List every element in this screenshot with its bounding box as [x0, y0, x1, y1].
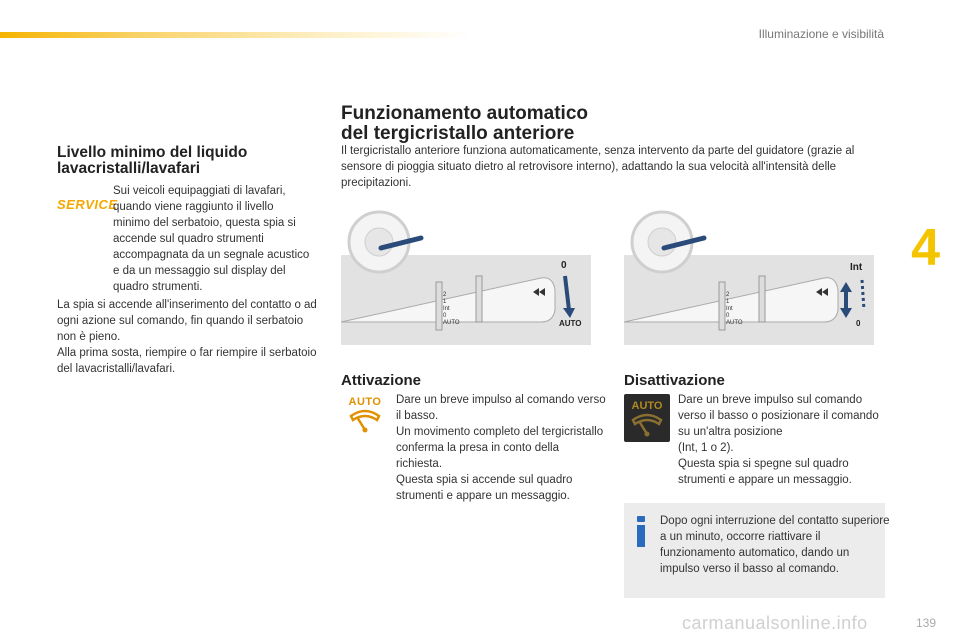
chapter-number: 4	[911, 219, 940, 277]
activation-line1: Dare un breve impulso al comando verso il basso.	[396, 394, 606, 422]
auto-icon-label-off: AUTO	[631, 400, 663, 412]
service-paragraph: Sui veicoli equipaggiati di lavafari, quando viene raggiunto il livello minimo del serbatoio, questa spia si accende sul quadro strumenti accompagnata da un segnale acustico e da un messaggio sul display del quadro strumenti.	[113, 185, 310, 293]
auto-wiper-on-icon	[347, 396, 383, 442]
stalk-mark: 0	[443, 313, 447, 319]
stalk-mark: AUTO	[726, 320, 743, 326]
activation-title: Attivazione	[341, 372, 422, 389]
position-label-top: 0	[561, 260, 567, 271]
activation-line2: Un movimento completo del tergicristallo conferma la presa in conto della richiesta.	[396, 426, 604, 470]
auto-icon-label: AUTO	[348, 396, 382, 408]
deactivation-line3: Questa spia si spegne sul quadro strumenti e appare un messaggio.	[678, 458, 852, 486]
activation-text	[396, 392, 606, 504]
service-warning-icon: SERVICE	[57, 197, 118, 212]
washer-paragraph-line2: Alla prima sosta, riempire o far riempire il serbatoio del lavacristalli/lavafari.	[57, 347, 317, 375]
stalk-mark: AUTO	[443, 320, 460, 326]
activation-line3: Questa spia si accende sul quadro strumenti e appare un messaggio.	[396, 474, 573, 502]
auto-wiper-title	[341, 104, 741, 144]
header-accent-bar	[0, 32, 470, 38]
washer-paragraph	[57, 297, 322, 377]
stalk-mark: 2	[443, 292, 447, 298]
auto-wiper-off-icon	[624, 394, 670, 442]
auto-wiper-title-line2: del tergicristallo anteriore	[341, 123, 575, 144]
section-title: Illuminazione e visibilità	[758, 27, 884, 41]
wiper-stalk-illustration-deactivation	[624, 210, 874, 345]
info-note-text: Dopo ogni interruzione del contatto superiore a un minuto, occorre riattivare il funzionamento automatico, dando un impulso verso il basso al comando.	[660, 515, 890, 575]
deactivation-title: Disattivazione	[624, 372, 725, 389]
auto-wiper-intro: Il tergicristallo anteriore funziona automaticamente, senza intervento da parte del guidatore (grazie al sensore di pioggia situato dietro al retrovisore interno), adattando la sua velocità all'intensità delle precipitazioni.	[341, 145, 855, 189]
watermark: carmanualsonline.info	[682, 613, 868, 633]
position-label-bottom: AUTO	[559, 319, 582, 328]
deactivation-text	[678, 392, 888, 488]
deactivation-line1: Dare un breve impulso sul comando verso il basso o posizionare il comando su un'altra posizione	[678, 394, 879, 438]
wiper-stalk-illustration-activation	[341, 210, 591, 345]
position-label-top: Int	[850, 262, 863, 273]
stalk-mark: 2	[726, 292, 730, 298]
stalk-mark: 1	[443, 299, 447, 305]
stalk-mark: 1	[726, 299, 730, 305]
stalk-mark: 0	[726, 313, 730, 319]
washer-paragraph-line1: La spia si accende all'inserimento del contatto o ad ogni azione sul comando, fin quando il serbatoio non è pieno.	[57, 299, 317, 343]
wiper-icon	[347, 408, 383, 438]
wiper-off-icon	[624, 412, 670, 440]
page-number: 139	[915, 616, 936, 630]
stalk-mark: Int	[726, 306, 733, 312]
stalk-mark: Int	[443, 306, 450, 312]
position-label-bottom: 0	[856, 319, 861, 328]
info-icon	[634, 516, 648, 546]
deactivation-line2: (Int, 1 o 2).	[678, 442, 734, 454]
washer-fluid-title: Livello minimo del liquido lavacristalli/lavafari	[57, 144, 248, 177]
auto-wiper-title-line1: Funzionamento automatico	[341, 103, 588, 124]
